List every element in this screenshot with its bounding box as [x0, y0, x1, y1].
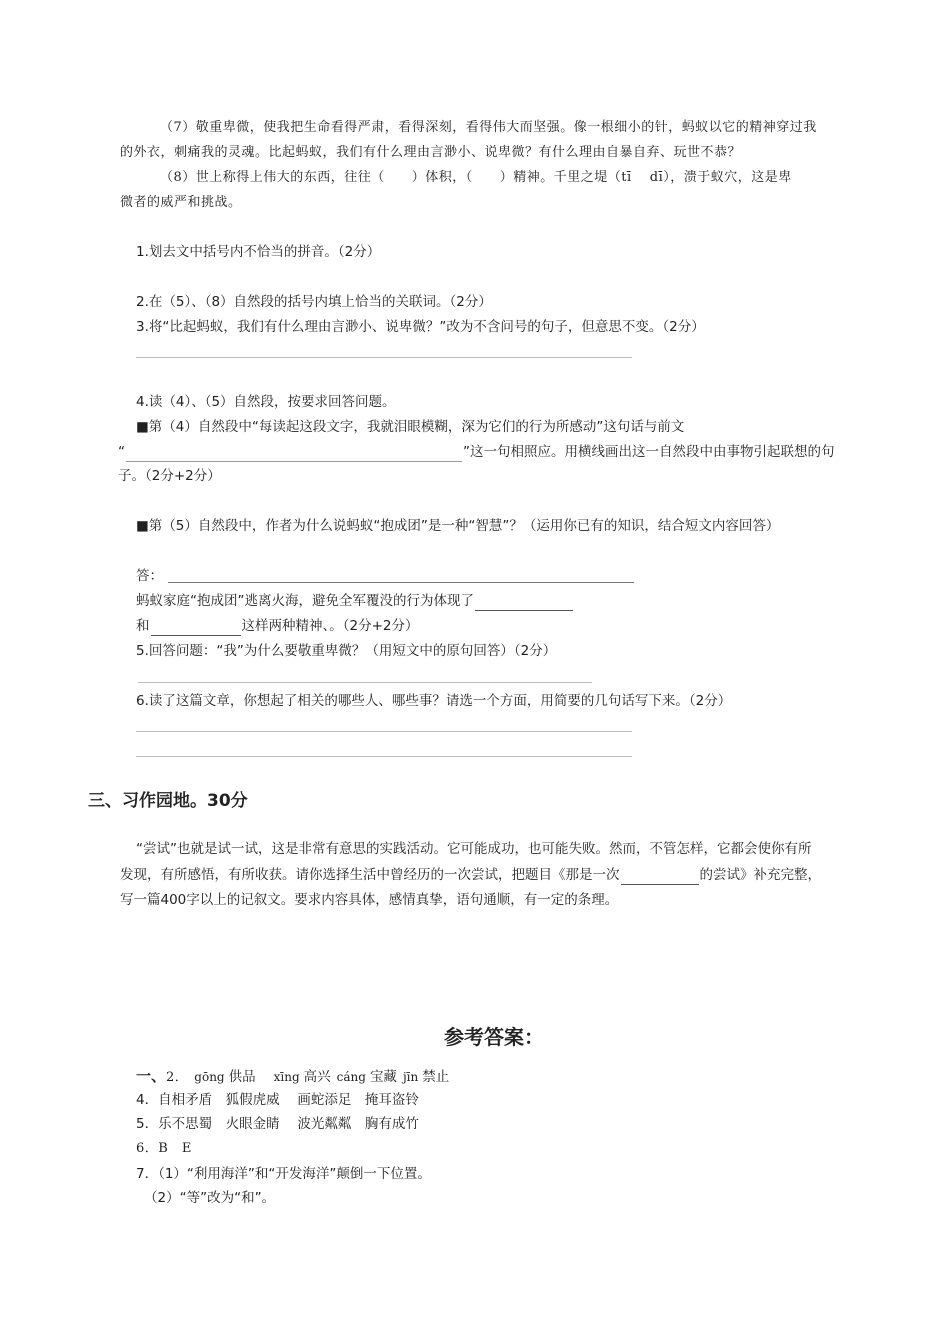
answer-2	[136, 1066, 449, 1088]
question-4c-text-3: 这样两种精神、。（2分+2分）	[241, 618, 419, 634]
question-4c-line-2	[136, 616, 419, 636]
question-4c-text-2: 和	[136, 618, 150, 634]
question-2: 2.在（5）、（8）自然段的括号内填上恰当的关联词。（2分）	[136, 294, 492, 310]
paragraph-8-line-2: 微者的威严和挑战。	[120, 195, 242, 210]
answer-5: 5．乐不思蜀 火眼金睛 波光粼粼 胸有成竹	[136, 1116, 419, 1132]
question-3: 3.将“比起蚂蚁，我们有什么理由言渺小、说卑微？”改为不含问号的句子，但意思不变。（2分）	[136, 319, 705, 335]
paragraph-7-line-2: 的外衣，刺痛我的灵魂。比起蚂蚁，我们有什么理由言渺小、说卑微？有什么理由自暴自弃、玩世不恭？	[120, 145, 742, 160]
word-1: 供品	[228, 1069, 256, 1085]
answer-2-prefix: 一、	[136, 1067, 167, 1085]
quote-open: “	[118, 444, 125, 460]
question-4a-line-2-text: ”这一句相照应。用横线画出这一自然段中由事物引起联想的句	[463, 444, 835, 460]
pinyin-4: jīn	[402, 1070, 419, 1084]
question-5: 5.回答问题：“我”为什么要敬重卑微？（用短文中的原句回答）（2分）	[136, 643, 557, 659]
question-4c-text-1: 蚂蚁家庭“抱成团”逃离火海，避免全军覆没的行为体现了	[136, 593, 474, 609]
question-5-answer-line[interactable]	[138, 682, 592, 683]
word-3: 宝藏	[369, 1069, 397, 1085]
question-6-answer-line-1[interactable]	[136, 731, 632, 732]
question-4b: ■第（5）自然段中，作者为什么说蚂蚁“抱成团”是一种“智慧”？（运用你已有的知识，结合短文内容回答）	[136, 518, 780, 534]
pinyin-1: gōng	[194, 1070, 225, 1084]
answer-7-1: 7．（1）“利用海洋”和“开发海洋”颠倒一下位置。	[136, 1166, 431, 1182]
answer-6: 6．B E	[136, 1141, 192, 1156]
answer-7-2: （2）“等”改为“和”。	[144, 1190, 276, 1206]
word-2: 高兴	[303, 1069, 331, 1085]
answer-label: 答：	[136, 568, 163, 584]
question-4b-answer-line[interactable]	[168, 582, 634, 583]
section-3-line-1: “尝试”也就是试一试，这是非常有意思的实践活动。它可能成功，也可能失败。然而，不管怎样，它都会使你有所	[136, 841, 812, 857]
essay-title-blank[interactable]	[621, 870, 699, 885]
question-4a-blank[interactable]	[126, 447, 462, 462]
question-6-answer-line-2[interactable]	[136, 756, 632, 757]
question-3-answer-line[interactable]	[136, 357, 632, 358]
paragraph-8-line-1: （8）世上称得上伟大的东西，往往（ ）体积，（ ）精神。千里之堤（tī dī），溃于蚁穴，这是卑	[160, 170, 792, 185]
question-4c-blank-2[interactable]	[151, 621, 241, 636]
question-4a-line-2	[118, 442, 835, 462]
pinyin-2: xīng	[273, 1070, 300, 1084]
question-6: 6.读了这篇文章，你想起了相关的哪些人、哪些事？请选一个方面，用简要的几句话写下来。（2分）	[136, 693, 732, 709]
question-4c-line-1	[136, 591, 574, 611]
section-3-text-1: 发现，有所感悟，有所收获。请你选择生活中曾经历的一次尝试，把题目《那是一次	[120, 867, 620, 883]
question-1: 1.划去文中括号内不恰当的拼音。（2分）	[136, 244, 381, 260]
question-4b-answer	[136, 566, 163, 586]
paragraph-7-line-1: （7）敬重卑微，使我把生命看得严肃，看得深刻，看得伟大而坚强。像一根细小的针，蚂蚁以它的精神穿过我	[160, 120, 817, 135]
answer-2-number: 2．	[166, 1070, 189, 1085]
question-4a-line-1: ■第（4）自然段中“每读起这段文字，我就泪眼模糊，深为它们的行为所感动”这句话与前文	[136, 419, 685, 435]
section-3-line-3: 写一篇400字以上的记叙文。要求内容具体，感情真挚，语句通顺，有一定的条理。	[120, 892, 619, 908]
section-3-text-2: 的尝试》补充完整，	[699, 867, 821, 883]
section-3-line-2	[120, 865, 821, 885]
word-4: 禁止	[422, 1069, 450, 1085]
pinyin-3: cáng	[336, 1070, 366, 1084]
question-4: 4.读（4）、（5）自然段，按要求回答问题。	[136, 394, 396, 410]
answers-heading: 参考答案：	[444, 1025, 544, 1049]
answer-4: 4．自相矛盾 狐假虎威 画蛇添足 掩耳盗铃	[136, 1092, 419, 1108]
question-4c-blank-1[interactable]	[475, 596, 573, 611]
section-3-heading: 三、习作园地。30分	[88, 791, 248, 811]
question-4a-line-3: 子。（2分+2分）	[118, 468, 221, 484]
